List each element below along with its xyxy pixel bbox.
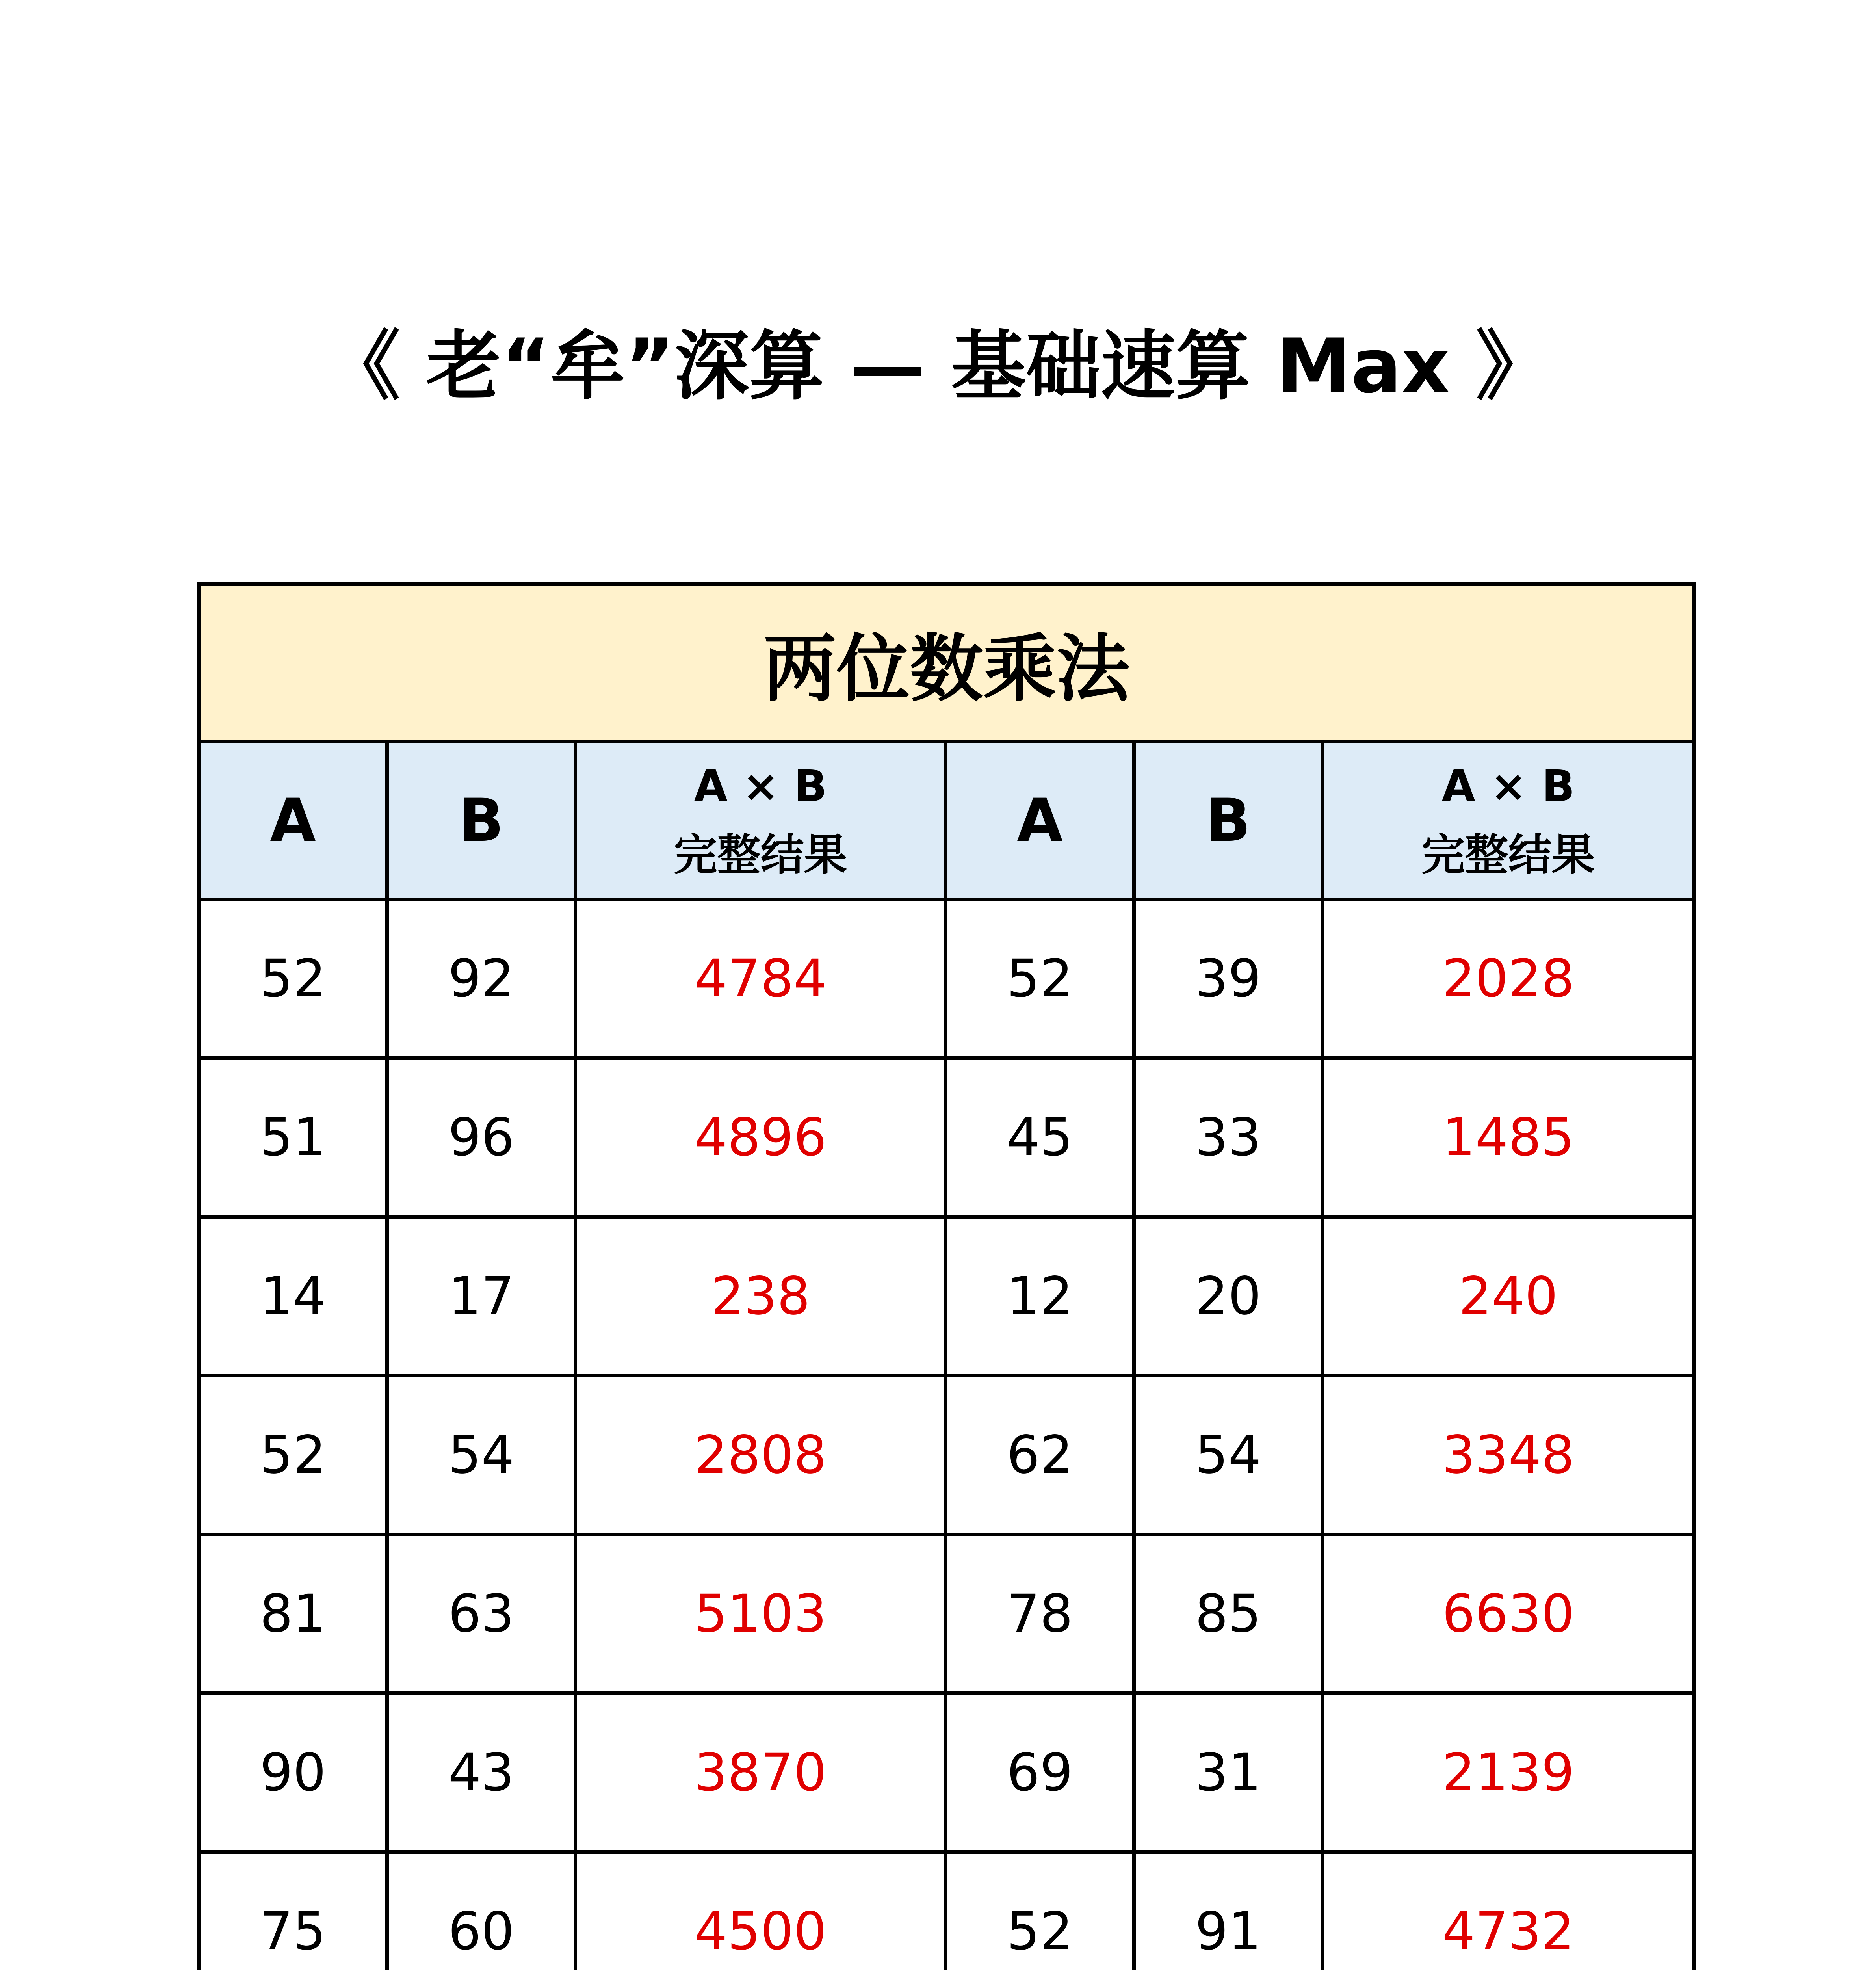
table-row (199, 1217, 1694, 1376)
header-result-line2: 完整结果 (674, 829, 847, 880)
header-b-right: B (1134, 742, 1322, 900)
cell-a-left: 90 (199, 1693, 387, 1852)
cell-b-right: 85 (1134, 1535, 1322, 1693)
cell-b-right: 54 (1134, 1376, 1322, 1535)
cell-a-right: 52 (946, 900, 1134, 1058)
header-b-left: B (387, 742, 576, 900)
header-result-left (576, 742, 946, 900)
cell-a-left: 14 (199, 1217, 387, 1376)
cell-b-right: 20 (1134, 1217, 1322, 1376)
cell-a-left: 51 (199, 1058, 387, 1217)
table-row (199, 1376, 1694, 1535)
cell-b-right: 39 (1134, 900, 1322, 1058)
table-banner: 两位数乘法 (199, 584, 1694, 742)
cell-b-left: 63 (387, 1535, 576, 1693)
header-result-line1: A × B (694, 760, 827, 811)
table-row (199, 1693, 1694, 1852)
multiplication-table (197, 582, 1696, 1970)
cell-result-right: 6630 (1322, 1535, 1694, 1693)
cell-a-right: 69 (946, 1693, 1134, 1852)
cell-b-left: 92 (387, 900, 576, 1058)
header-row (199, 742, 1694, 900)
cell-result-left: 4784 (576, 900, 946, 1058)
cell-result-left: 4896 (576, 1058, 946, 1217)
cell-result-right: 1485 (1322, 1058, 1694, 1217)
page-title: 《 老“牟”深算 — 基础速算 Max 》 (325, 323, 1551, 410)
cell-result-right: 4732 (1322, 1852, 1694, 1970)
cell-b-left: 96 (387, 1058, 576, 1217)
cell-result-right: 3348 (1322, 1376, 1694, 1535)
header-a-right: A (946, 742, 1134, 900)
cell-a-right: 78 (946, 1535, 1134, 1693)
cell-a-right: 45 (946, 1058, 1134, 1217)
table-row (199, 1058, 1694, 1217)
table-row (199, 1535, 1694, 1693)
cell-a-left: 52 (199, 900, 387, 1058)
table-row (199, 900, 1694, 1058)
header-a-left: A (199, 742, 387, 900)
cell-a-left: 81 (199, 1535, 387, 1693)
cell-a-right: 12 (946, 1217, 1134, 1376)
cell-a-left: 52 (199, 1376, 387, 1535)
cell-b-left: 43 (387, 1693, 576, 1852)
table-row (199, 1852, 1694, 1970)
cell-a-right: 62 (946, 1376, 1134, 1535)
cell-result-right: 2028 (1322, 900, 1694, 1058)
cell-result-left: 4500 (576, 1852, 946, 1970)
cell-b-right: 91 (1134, 1852, 1322, 1970)
cell-b-left: 17 (387, 1217, 576, 1376)
cell-b-right: 33 (1134, 1058, 1322, 1217)
header-result-line2: 完整结果 (1421, 829, 1595, 880)
cell-b-left: 54 (387, 1376, 576, 1535)
cell-result-left: 2808 (576, 1376, 946, 1535)
cell-b-right: 31 (1134, 1693, 1322, 1852)
cell-result-left: 3870 (576, 1693, 946, 1852)
cell-result-right: 2139 (1322, 1693, 1694, 1852)
header-result-right (1322, 742, 1694, 900)
header-result-line1: A × B (1441, 760, 1575, 811)
cell-a-right: 52 (946, 1852, 1134, 1970)
cell-a-left: 75 (199, 1852, 387, 1970)
cell-result-left: 5103 (576, 1535, 946, 1693)
cell-result-right: 240 (1322, 1217, 1694, 1376)
cell-b-left: 60 (387, 1852, 576, 1970)
cell-result-left: 238 (576, 1217, 946, 1376)
